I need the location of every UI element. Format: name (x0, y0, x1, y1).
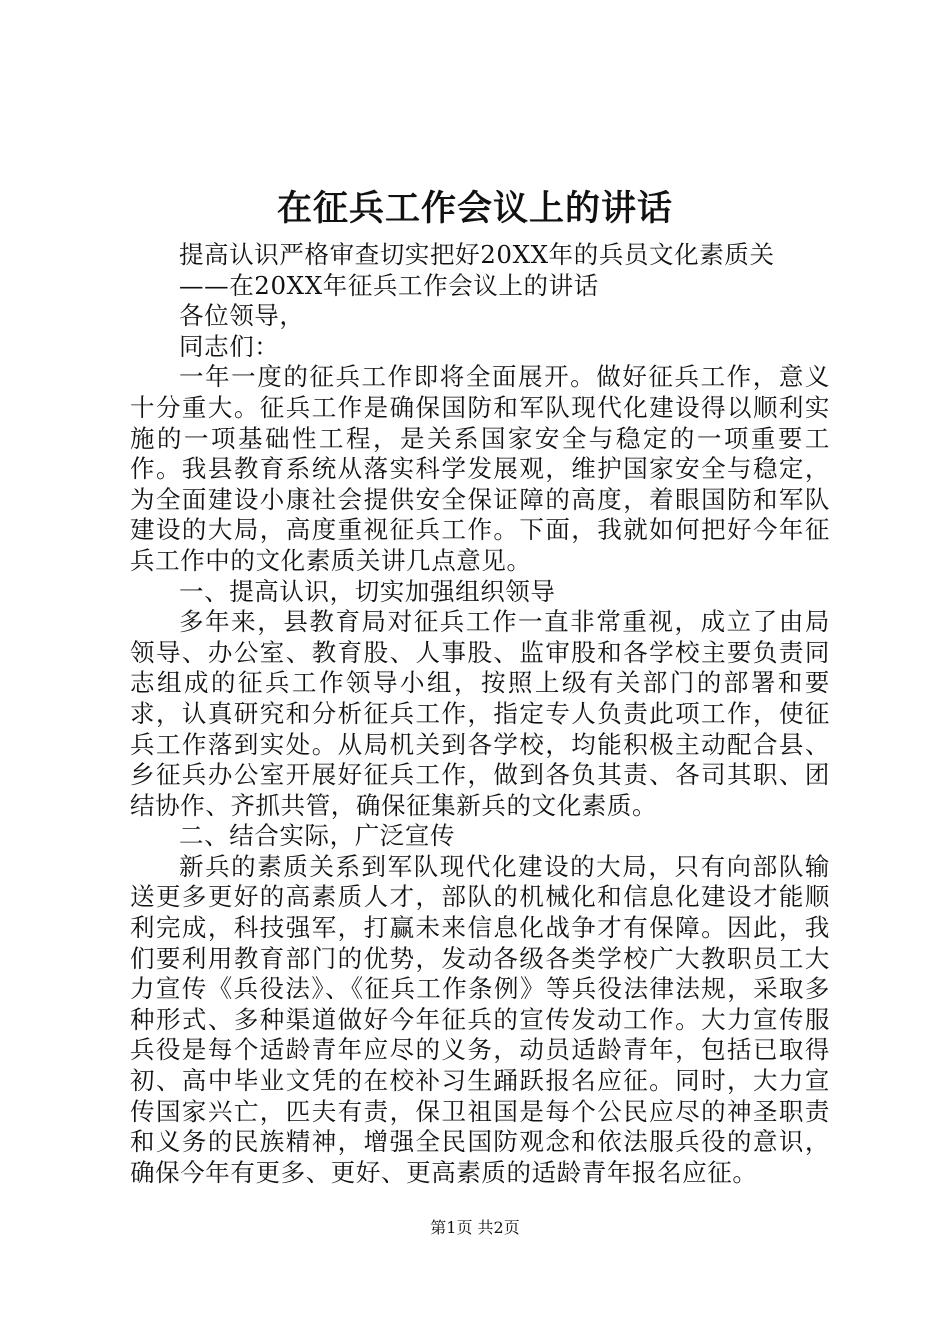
salutation-leaders: 各位领导， (179, 301, 305, 331)
section-2-paragraph: 新兵的素质关系到军队现代化建设的大局，只有向部队输送更多更好的高素质人才，部队的机械化和信息化建设才能顺利完成，科技强军，打赢未来信息化战争才有保障。因此，我们要利用教育部门的优势，发动各级各类学校广大教职员工大力宣传《兵役法》、《征兵工作条例》等兵役法律法规，采取多种形式、多种渠道做好今年征兵的宣传发动工作。大力宣传服兵役是每个适龄青年应尽的义务，动员适龄青年，包括已取得初、高中毕业文凭的在校补习生踊跃报名应征。同时，大力宣传国家兴亡，匹夫有责，保卫祖国是每个公民应尽的神圣职责和义务的民族精神，增强全民国防观念和依法服兵役的意识，确保今年有更多、更好、更高素质的适龄青年报名应征。 (130, 851, 830, 1187)
intro-paragraph: 一年一度的征兵工作即将全面展开。做好征兵工作，意义十分重大。征兵工作是确保国防和军队现代化建设得以顺利实施的一项基础性工程，是关系国家安全与稳定的一项重要工作。我县教育系统从落实科学发展观，维护国家安全与稳定，为全面建设小康社会提供安全保证障的高度，着眼国防和军队建设的大局，高度重视征兵工作。下面，我就如何把好今年征兵工作中的文化素质关讲几点意见。 (130, 362, 830, 575)
section-heading-2: 二、结合实际，广泛宣传 (179, 821, 456, 851)
document-title: 在征兵工作会议上的讲话 (276, 188, 673, 229)
subtitle-dash-line: ——在20XX年征兵工作会议上的讲话 (179, 270, 599, 300)
salutation-comrades: 同志们： (179, 331, 280, 361)
subtitle-line: 提高认识严格审查切实把好20XX年的兵员文化素质关 (179, 240, 775, 269)
page-number-footer: 第1页 共2页 (430, 1218, 520, 1237)
section-heading-1: 一、提高认识，切实加强组织领导 (179, 576, 556, 606)
document-body (130, 240, 830, 1188)
section-1-paragraph: 多年来，县教育局对征兵工作一直非常重视，成立了由局领导、办公室、教育股、人事股、监审股和各学校主要负责同志组成的征兵工作领导小组，按照上级有关部门的部署和要求，认真研究和分析征兵工作，指定专人负责此项工作，使征兵工作落到实处。从局机关到各学校，均能积极主动配合县、乡征兵办公室开展好征兵工作，做到各负其责、各司其职、团结协作、齐抓共管，确保征集新兵的文化素质。 (130, 607, 830, 820)
